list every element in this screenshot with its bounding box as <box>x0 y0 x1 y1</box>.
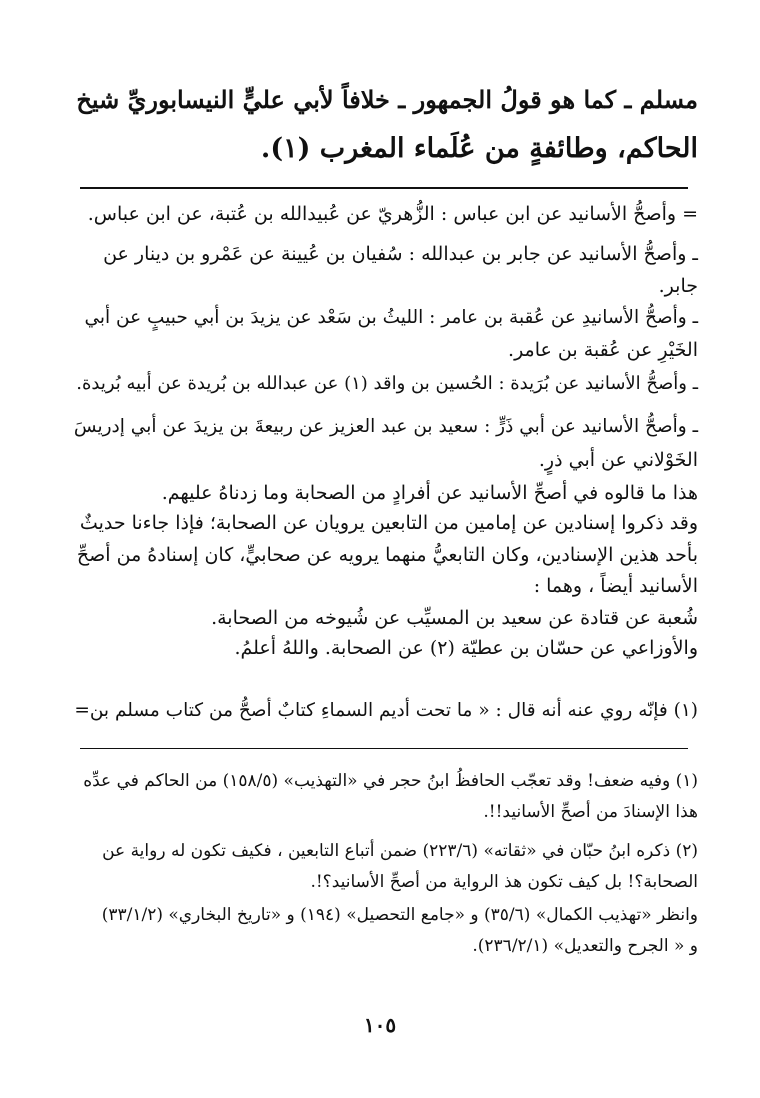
chain-line: = وأصحُّ الأسانيد عن ابن عباس : الزُّهريّ عن عُبيدالله بن عُتبة، عن ابن عباس. <box>87 203 698 225</box>
chain-line: الخَوْلاني عن أبي ذرٍ. <box>538 449 698 471</box>
intro-line-1: مسلم ـ كما هو قولُ الجمهور ـ خلافاً لأبي عليٍّ النيسابوريِّ شيخ <box>76 85 698 114</box>
chain-line: ـ وأصحُّ الأسانيد عن أبي ذَرٍّ : سعيد بن عبد العزيز عن ربيعةَ بن يزيدَ عن أبي إدريسَ <box>73 416 698 437</box>
paragraph-line: الأسانيد أيضاً ، وهما : <box>533 575 698 597</box>
chain-line: ـ وأصحُّ الأسانيد عن بُرَيدة : الحُسين بن واقد (١) عن عبدالله بن بُريدة عن أبيه بُريدة. <box>76 373 698 394</box>
page-number: ١٠٥ <box>363 1013 397 1037</box>
footnote-line: (١) وفيه ضعف! وقد تعجّب الحافظُ ابنُ حجر في «التهذيب» (١٥٨/٥) من الحاكم في عدِّه <box>83 771 698 791</box>
footnote-line: (٢) ذكره ابنُ حبّان في «ثقاته» (٢٢٣/٦) ضمن أتباع التابعين ، فكيف تكون له رواية عن <box>102 841 698 861</box>
footnote-rule <box>80 748 688 749</box>
footnote-line: الصحابة؟! بل كيف تكون هذ الرواية من أصحِّ الأسانيد؟!. <box>310 872 698 892</box>
footnote-line: و « الجرح والتعديل» (٢٣٦/٢/١). <box>472 936 698 956</box>
paragraph-line: بأحد هذين الإسنادين، وكان التابعيُّ منهما يرويه عن صحابيٍّ، كان إسنادهُ من أصحِّ <box>76 544 698 566</box>
chain-line: ـ وأصحُّ الأسانيدِ عن عُقبة بن عامر : الليثُ بن سَعْد عن يزيدَ بن أبي حبيبٍ عن أبي <box>84 307 698 328</box>
paragraph-line: هذا ما قالوه في أصحِّ الأسانيد عن أفرادٍ من الصحابة وما زدناهُ عليهم. <box>161 482 698 504</box>
intro-line-2: الحاكم، وطائفةٍ من عُلَماء المغرب (١). <box>260 133 698 164</box>
footnote-line: وانظر «تهذيب الكمال» (٣٥/٦) و «جامع التحصيل» (١٩٤) و «تاريخ البخاري» (٣٣/١/٢) <box>101 905 698 925</box>
note-continuation: (١) فإنّه روي عنه أنه قال : « ما تحت أديم السماءِ كتابٌ أصحُّ من كتاب مسلم بن= <box>74 700 698 721</box>
chain-line: ـ وأصحُّ الأسانيد عن جابر بن عبدالله : سُفيان بن عُيينة عن عَمْرو بن دينار عن <box>103 243 698 265</box>
chain-line: الخَيْرِ عن عُقبة بن عامر. <box>508 339 698 361</box>
paragraph-line: والأوزاعي عن حسّان بن عطيّة (٢) عن الصحابة. واللهُ أعلمُ. <box>234 637 698 659</box>
top-rule <box>80 187 688 189</box>
paragraph-line: وقد ذكروا إسنادين عن إمامين من التابعين يرويان عن الصحابة؛ فإذا جاءنا حديثٌ <box>79 512 698 534</box>
chain-line: جابر. <box>658 275 698 297</box>
footnote-line: هذا الإسنادَ من أصحِّ الأسانيد!!. <box>483 802 698 822</box>
paragraph-line: شُعبة عن قتادة عن سعيد بن المسيِّب عن شُيوخه من الصحابة. <box>211 607 698 629</box>
